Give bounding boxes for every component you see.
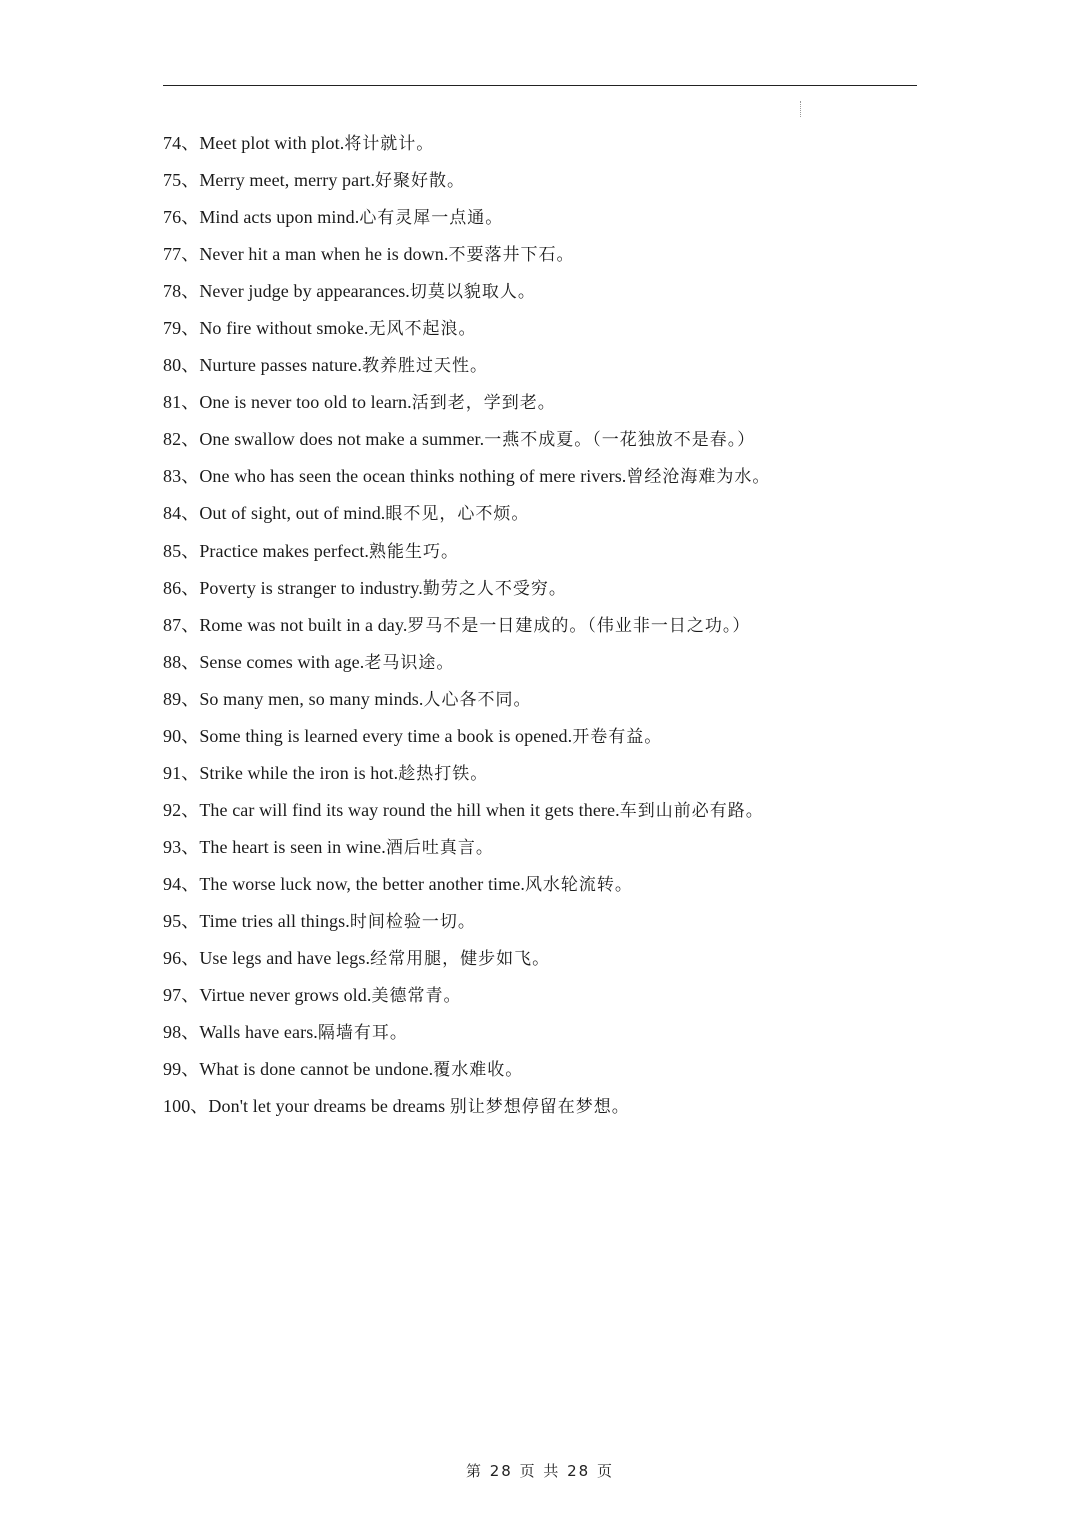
proverb-number: 99、 [163, 1059, 200, 1080]
proverb-number: 98、 [163, 1022, 200, 1043]
proverb-item [163, 273, 923, 310]
proverb-item [163, 162, 923, 199]
proverb-english: One who has seen the ocean thinks nothing of mere rivers. [199, 466, 627, 487]
proverb-english: No fire without smoke. [199, 318, 369, 339]
proverb-chinese: 老马识途。 [364, 652, 455, 673]
proverb-number: 83、 [163, 466, 200, 487]
proverb-english: Time tries all things. [199, 910, 350, 931]
proverb-english: Nurture passes nature. [199, 355, 362, 376]
proverb-chinese: 心有灵犀一点通。 [359, 208, 504, 229]
proverb-chinese: 教养胜过天性。 [361, 356, 488, 377]
proverb-english: Virtue never grows old. [199, 985, 372, 1006]
proverb-english: Mind acts upon mind. [199, 207, 360, 228]
proverb-list [163, 125, 923, 1125]
proverb-english: Never hit a man when he is down. [199, 244, 449, 265]
proverb-chinese: 隔墙有耳。 [317, 1023, 408, 1044]
proverb-chinese: 好聚好散。 [375, 171, 466, 192]
proverb-item [163, 458, 923, 495]
proverb-english: Rome was not built in a day. [199, 614, 408, 635]
proverb-chinese: 将计就计。 [344, 134, 435, 154]
proverb-english: Merry meet, merry part. [199, 170, 376, 191]
page-footer: 第 28 页 共 28 页 [465, 1462, 614, 1480]
proverb-chinese: 眼不见，心不烦。 [385, 504, 530, 525]
proverb-english: What is done cannot be undone. [199, 1059, 434, 1080]
proverb-english: Meet plot with plot. [199, 133, 345, 153]
proverb-number: 81、 [163, 392, 200, 413]
proverb-chinese: 一燕不成夏。（一花独放不是春。） [484, 430, 756, 451]
proverb-number: 80、 [163, 355, 200, 376]
proverb-item [163, 1014, 923, 1051]
proverb-number: 100、 [163, 1096, 209, 1117]
header-mark [800, 101, 801, 117]
proverb-chinese: 活到老，学到老。 [411, 393, 556, 414]
proverb-english: One swallow does not make a summer. [199, 429, 485, 450]
proverb-chinese: 趁热打铁。 [398, 763, 489, 784]
proverb-item [163, 495, 923, 532]
proverb-number: 97、 [163, 985, 200, 1006]
proverb-english: Sense comes with age. [199, 651, 365, 672]
proverb-number: 89、 [163, 688, 200, 709]
proverb-number: 79、 [163, 318, 200, 339]
proverb-chinese: 车到山前必有路。 [619, 800, 764, 821]
proverb-item [163, 829, 923, 866]
proverb-chinese: 风水轮流转。 [524, 874, 633, 895]
proverb-chinese: 切莫以貌取人。 [409, 282, 536, 303]
proverb-number: 94、 [163, 873, 200, 894]
proverb-item [163, 533, 923, 570]
proverb-item [163, 681, 923, 718]
proverb-number: 93、 [163, 836, 200, 857]
proverb-item [163, 903, 923, 940]
proverb-chinese: 别让梦想停留在梦想。 [449, 1097, 630, 1118]
header-rule [163, 85, 917, 86]
proverb-chinese: 无风不起浪。 [368, 319, 477, 340]
proverb-number: 90、 [163, 725, 200, 746]
proverb-english: Don't let your dreams be dreams [208, 1096, 450, 1117]
proverb-english: One is never too old to learn. [199, 392, 412, 413]
proverb-english: Out of sight, out of mind. [199, 503, 386, 524]
proverb-chinese: 曾经沧海难为水。 [626, 467, 771, 488]
proverb-chinese: 人心各不同。 [423, 689, 532, 710]
proverb-english: Some thing is learned every time a book is opened. [199, 725, 573, 746]
proverb-item [163, 199, 923, 236]
proverb-english: Practice makes perfect. [199, 540, 370, 561]
proverb-chinese: 覆水难收。 [433, 1060, 524, 1081]
proverb-english: So many men, so many minds. [199, 688, 424, 709]
proverb-number: 95、 [163, 910, 200, 931]
proverb-english: Poverty is stranger to industry. [199, 577, 423, 598]
proverb-number: 85、 [163, 540, 200, 561]
proverb-chinese: 经常用腿，健步如飞。 [370, 949, 551, 970]
proverb-number: 88、 [163, 651, 200, 672]
proverb-number: 84、 [163, 503, 200, 524]
proverb-chinese: 时间检验一切。 [349, 911, 476, 932]
proverb-item [163, 421, 923, 458]
proverb-number: 92、 [163, 799, 200, 820]
proverb-chinese: 酒后吐真言。 [385, 837, 494, 858]
proverb-number: 86、 [163, 577, 200, 598]
proverb-item [163, 236, 923, 273]
proverb-english: Use legs and have legs. [199, 948, 371, 969]
proverb-item [163, 384, 923, 421]
proverb-number: 96、 [163, 948, 200, 969]
proverb-chinese: 美德常青。 [371, 986, 462, 1007]
proverb-number: 87、 [163, 614, 200, 635]
proverb-chinese: 勤劳之人不受穷。 [422, 578, 567, 599]
proverb-english: The heart is seen in wine. [199, 836, 386, 857]
proverb-english: The worse luck now, the better another time. [199, 873, 525, 894]
proverb-chinese: 熟能生巧。 [369, 541, 460, 562]
proverb-item [163, 792, 923, 829]
proverb-number: 75、 [163, 170, 200, 191]
proverb-item [163, 125, 923, 162]
proverb-chinese: 罗马不是一日建成的。（伟业非一日之功。） [407, 615, 751, 636]
proverb-number: 77、 [163, 244, 200, 265]
proverb-number: 76、 [163, 207, 200, 228]
proverb-english: The car will find its way round the hill when it gets there. [199, 799, 620, 820]
proverb-english: Walls have ears. [199, 1022, 318, 1043]
proverb-item [163, 866, 923, 903]
proverb-item [163, 347, 923, 384]
proverb-item [163, 310, 923, 347]
proverb-english: Never judge by appearances. [199, 281, 410, 302]
proverb-item [163, 570, 923, 607]
proverb-number: 91、 [163, 762, 200, 783]
proverb-chinese: 不要落井下石。 [448, 245, 575, 266]
proverb-number: 74、 [163, 133, 200, 153]
proverb-item [163, 644, 923, 681]
proverb-chinese: 开卷有益。 [572, 726, 663, 747]
proverb-item [163, 718, 923, 755]
proverb-number: 78、 [163, 281, 200, 302]
proverb-item [163, 1051, 923, 1088]
proverb-item [163, 607, 923, 644]
proverb-item [163, 755, 923, 792]
proverb-number: 82、 [163, 429, 200, 450]
proverb-english: Strike while the iron is hot. [199, 762, 399, 783]
proverb-item [163, 977, 923, 1014]
proverb-item [163, 1088, 923, 1125]
proverb-item [163, 940, 923, 977]
